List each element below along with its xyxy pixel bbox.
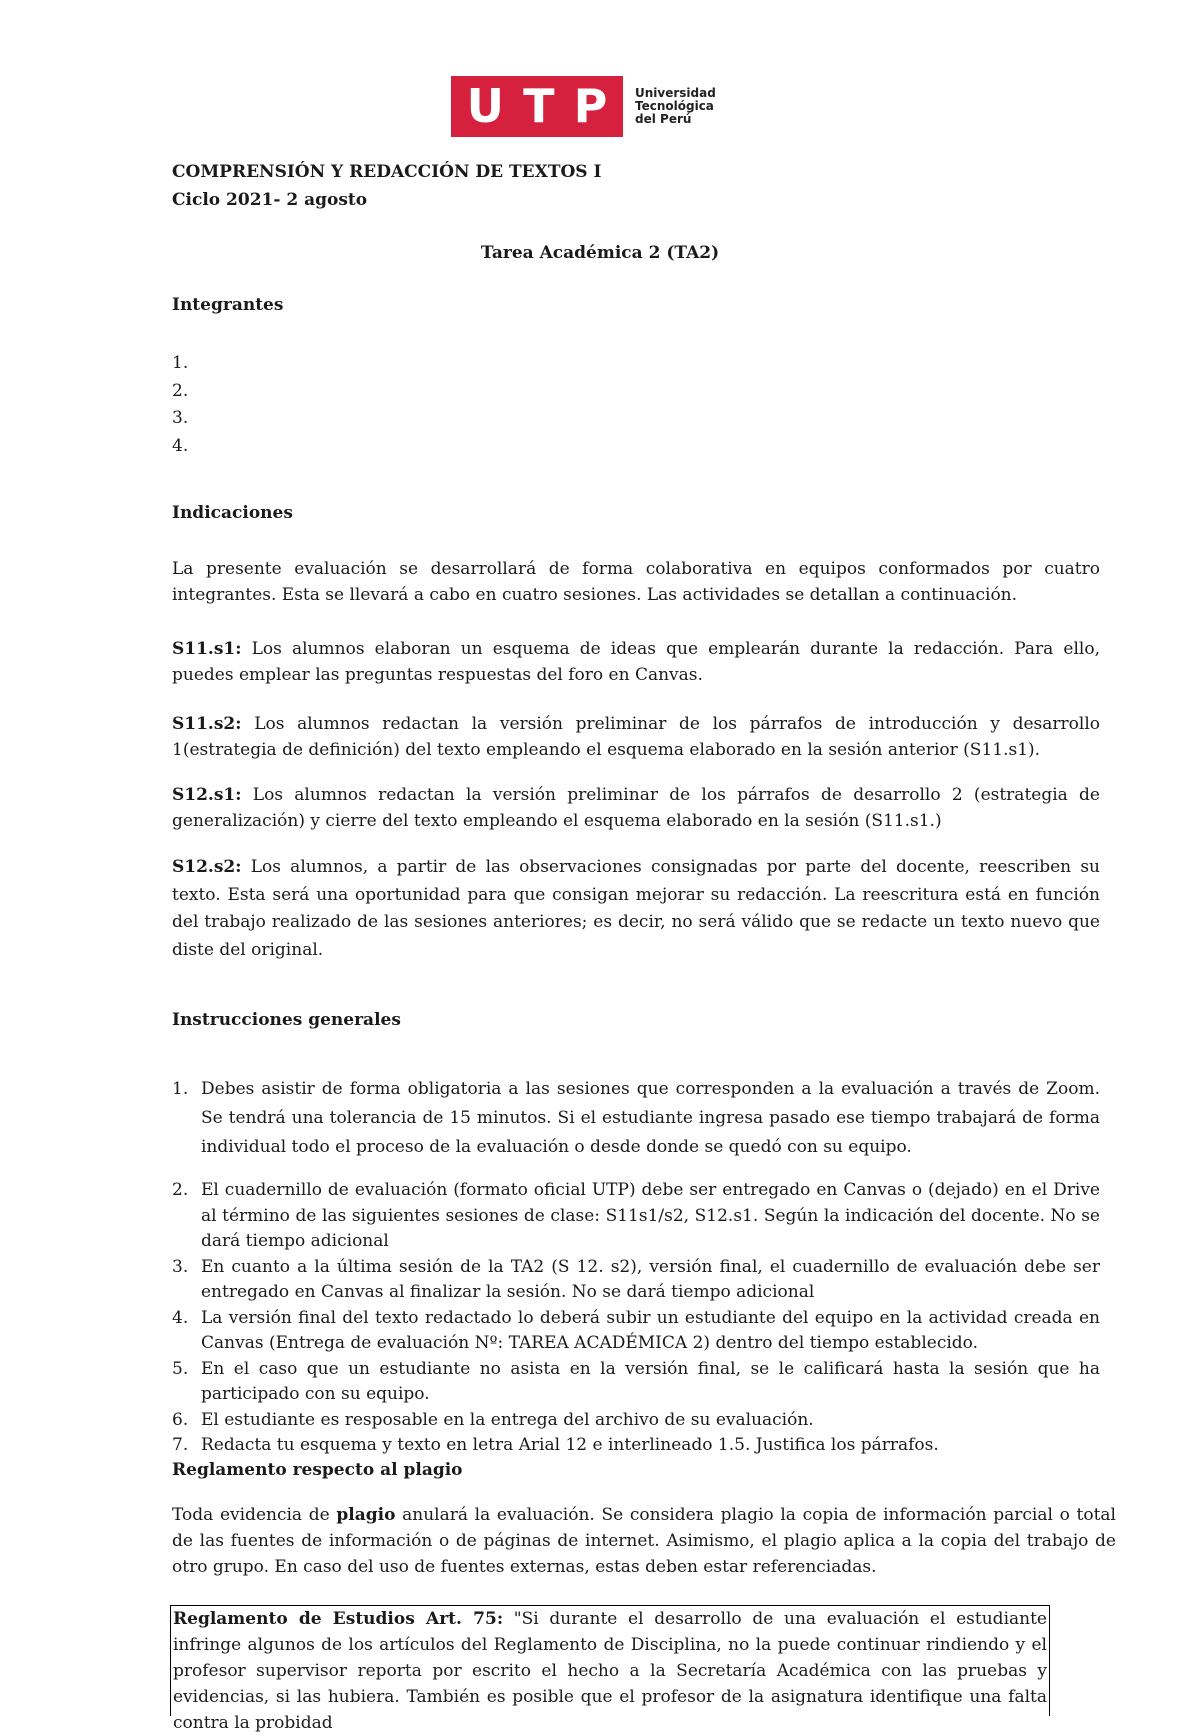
logo-letter: T [523,79,555,133]
logo-university-name [635,87,716,126]
plagiarism-text-end: anulará la evaluación. Se considera plagio la copia de información parcial o total de las fuentes de información o de páginas de internet. Asimismo, el plagio aplica a la copia del trabajo de otro grupo. En caso del uso de fuentes externas, estas deben estar referenciadas. [172,1505,1116,1577]
instructions-heading: Instrucciones generales [172,1010,401,1030]
instruction-text: La versión final del texto redactado lo deberá subir un estudiante del equipo en la actividad creada en Canvas (Entrega de evaluación Nº: TAREA ACADÉMICA 2) dentro del tiempo establecido. [201,1307,1100,1353]
session-text: Los alumnos, a partir de las observaciones consignadas por parte del docente, reescriben su texto. Esta será una oportunidad para que consigan mejorar su redacción. La reescritura está en función del trabajo realizado de las sesiones anteriores; es decir, no será válido que se redacte un texto nuevo que diste del original. [172,857,1100,960]
instruction-text: En el caso que un estudiante no asista en la versión final, se le calificará hasta la sesión que ha participado con su equipo. [201,1358,1100,1404]
instruction-number: 4. [172,1307,189,1328]
session-label: S11.s1: [172,639,242,659]
indications-heading: Indicaciones [172,503,293,523]
regulation-box [170,1605,1050,1733]
logo-letter: U [466,79,504,133]
regulation-text: "Si durante el desarrollo de una evaluación el estudiante infringe algunos de los artículos del Reglamento de Disciplina, no la puede continuar rindiendo y el profesor supervisor reporta por escrito el hecho a la Secretaría Académica con las pruebas y evidencias, si las hubiera. También es posible que el profesor de la asignatura identifique una falta contra la probidad [173,1609,1047,1733]
instructions-list [172,1075,1100,1162]
instruction-item [172,1433,1100,1459]
indications-intro: La presente evaluación se desarrollará de forma colaborativa en equipos conformados por cuatro integrantes. Esta se llevará a cabo en cuatro sesiones. Las actividades se detallan a continuación. [172,559,1100,605]
instruction-number: 7. [172,1435,189,1455]
members-list [172,350,188,460]
session-text: Los alumnos redactan la versión preliminar de los párrafos de desarrollo 2 (estrategia de generalización) y cierre del texto empleando el esquema elaborado en la sesión (S11.s1.) [172,785,1100,831]
session-text: Los alumnos redactan la versión preliminar de los párrafos de introducción y desarrollo 1(estrategia de definición) del texto empleando el esquema elaborado en la sesión anterior (S11.s1). [172,714,1100,760]
course-title: COMPRENSIÓN Y REDACCIÓN DE TEXTOS I [172,162,602,182]
instructions-list-continued [172,1178,1100,1459]
instruction-text: Redacta tu esquema y texto en letra Arial 12 e interlineado 1.5. Justifica los párrafos. [201,1435,939,1455]
instruction-text: Debes asistir de forma obligatoria a las sesiones que corresponden a la evaluación a través de Zoom. Se tendrá una tolerancia de 15 minutos. Si el estudiante ingresa pasado ese tiempo trabajará de forma individual todo el proceso de la evaluación o desde donde se quedó con su equipo. [201,1079,1100,1157]
instruction-text: El estudiante es resposable en la entrega del archivo de su evaluación. [201,1409,814,1430]
member-item: 2. [172,380,189,401]
session-label: S12.s2: [172,857,242,877]
member-item: 4. [172,435,189,456]
utp-logo [451,76,716,137]
logo-letter: P [573,79,608,133]
instruction-item [172,1306,1100,1357]
plagiarism-paragraph [172,1502,1116,1580]
session-label: S11.s2: [172,714,242,734]
logo-letters-box [451,76,623,137]
session-text: Los alumnos elaboran un esquema de ideas que emplearán durante la redacción. Para ello, puedes emplear las preguntas respuestas del foro en Canvas. [172,639,1100,685]
session-paragraph [172,854,1100,964]
assignment-title: Tarea Académica 2 (TA2) [480,243,720,263]
logo-text-line: Universidad [635,86,716,100]
logo-text-line: Tecnológica [635,99,714,113]
instruction-item [172,1357,1100,1408]
instruction-text: En cuanto a la última sesión de la TA2 (S 12. s2), versión final, el cuadernillo de evaluación debe ser entregado en Canvas al finalizar la sesión. No se dará tiempo adicional [201,1256,1100,1302]
logo-text-line: del Perú [635,112,692,126]
instruction-number: 1. [172,1079,189,1099]
plagiarism-text-start: Toda evidencia de [172,1505,337,1525]
plagiarism-bold-word: plagio [336,1505,396,1525]
cycle-line: Ciclo 2021- 2 agosto [172,190,368,210]
instruction-item [172,1255,1100,1306]
regulation-label: Reglamento de Estudios Art. 75: [173,1609,504,1629]
instruction-number: 2. [172,1180,189,1200]
session-paragraph [172,782,1100,834]
member-item: 1. [172,353,189,373]
instruction-number: 3. [172,1256,189,1277]
instruction-item [172,1178,1100,1255]
member-item: 3. [172,408,189,428]
instruction-item [172,1075,1100,1162]
instruction-text: El cuadernillo de evaluación (formato oficial UTP) debe ser entregado en Canvas o (dejado) en el Drive al término de las siguientes sesiones de clase: S11s1/s2, S12.s1. Según la indicación del docente. No se dará tiempo adicional [201,1180,1100,1251]
members-heading: Integrantes [172,295,284,315]
instruction-number: 5. [172,1358,189,1379]
plagiarism-heading: Reglamento respecto al plagio [172,1460,463,1480]
instruction-item [172,1408,1100,1434]
session-paragraph [172,636,1100,688]
session-paragraph [172,711,1100,763]
session-label: S12.s1: [172,785,242,805]
instruction-number: 6. [172,1409,189,1430]
